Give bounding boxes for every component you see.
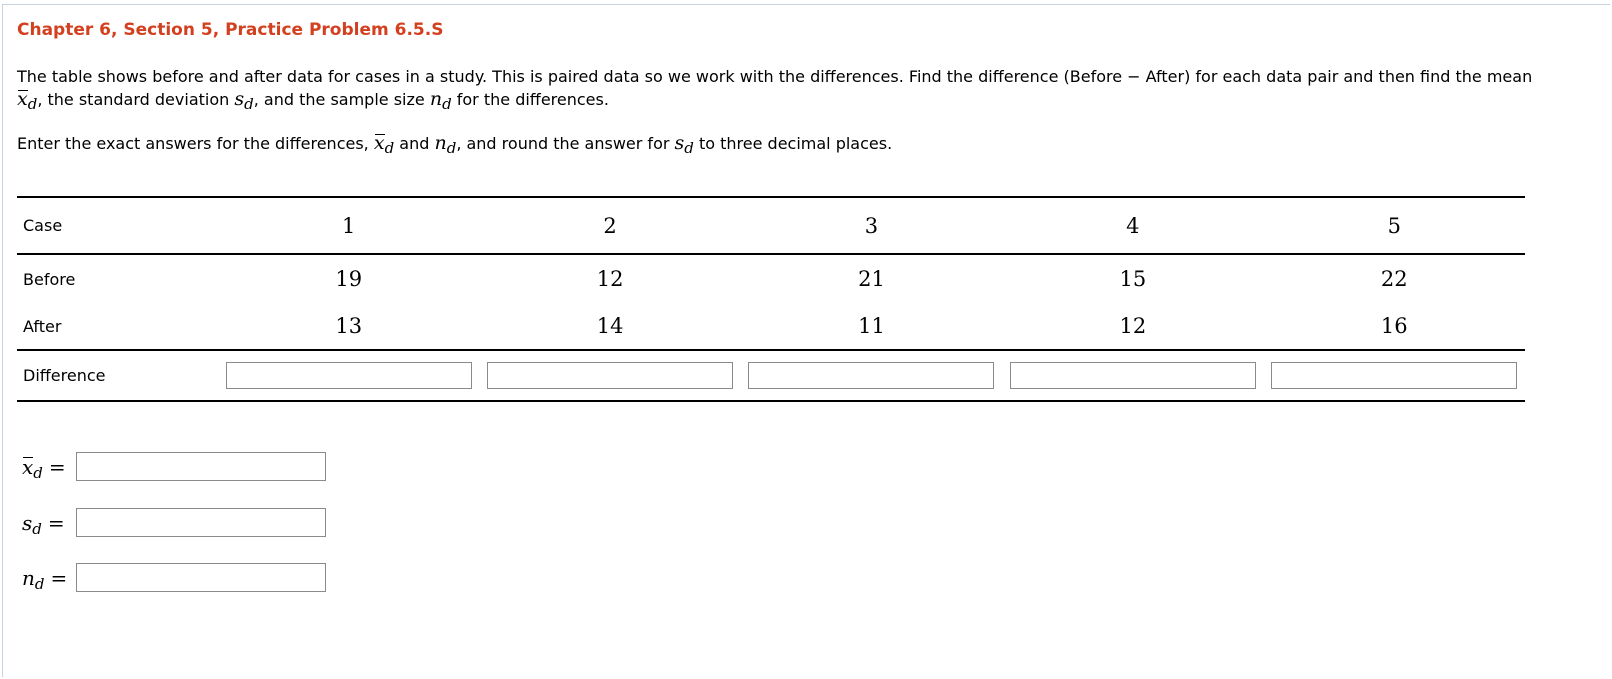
s-d-symbol: $s_d$: [674, 132, 694, 157]
s-d-symbol: $s_d$: [234, 88, 254, 113]
before-value: 15: [1119, 267, 1147, 291]
sd-input[interactable]: [76, 508, 326, 537]
after-value: 14: [596, 314, 624, 338]
after-value: 12: [1119, 314, 1147, 338]
difference-row: [17, 350, 1525, 401]
n-d-symbol: $n_d$: [429, 88, 452, 113]
case-number: 5: [1387, 213, 1401, 238]
case-number: 2: [603, 213, 617, 238]
sd-label: $s_d$ =: [22, 510, 65, 538]
after-value: 16: [1380, 314, 1408, 338]
after-value: 11: [858, 314, 885, 338]
case-number: 1: [342, 213, 356, 238]
difference-label: Difference: [23, 366, 106, 385]
difference-input-case-5[interactable]: [1271, 362, 1517, 389]
before-row: [17, 254, 1525, 303]
difference-input-case-1[interactable]: [226, 362, 472, 389]
after-label: After: [23, 316, 62, 336]
difference-input-case-3[interactable]: [748, 362, 994, 389]
mean-input[interactable]: [76, 452, 326, 481]
case-label: Case: [23, 216, 63, 235]
n-d-symbol: $n_d$: [434, 132, 457, 157]
rounding-instructions: Enter the exact answers for the differences, $x_d$ and $n_d$, and round the answer for $s_d$ to three decimal places.: [17, 132, 893, 157]
n-answer-row: [22, 563, 326, 592]
paired-data-table: [17, 196, 1525, 402]
instructions-paragraph: The table shows before and after data for cases in a study. This is paired data so we work with the differences. Find the difference (Before − After) for each data pair and then find the mean $x_d$, the standard deviation $s_d$, and the sample size $n_d$ for the differences.: [17, 67, 1533, 113]
case-row: [17, 197, 1525, 254]
sd-answer-row: [22, 508, 326, 537]
difference-input-case-2[interactable]: [487, 362, 733, 389]
before-value: 22: [1380, 267, 1408, 291]
before-value: 12: [596, 267, 624, 291]
n-label: $n_d$ =: [22, 565, 68, 593]
xbar-d-symbol: $x_d$: [17, 88, 38, 113]
case-number: 3: [864, 213, 879, 238]
before-value: 21: [858, 267, 885, 291]
after-row: [17, 303, 1525, 350]
xbar-d-symbol: $x_d$: [373, 132, 395, 157]
mean-answer-row: [22, 452, 326, 481]
after-value: 13: [335, 314, 363, 338]
mean-label: $x_d$ =: [22, 454, 66, 482]
problem-title: Chapter 6, Section 5, Practice Problem 6.5.S: [17, 20, 444, 40]
difference-input-case-4[interactable]: [1010, 362, 1256, 389]
before-value: 19: [335, 267, 363, 291]
n-input[interactable]: [76, 563, 326, 592]
before-label: Before: [23, 269, 76, 289]
case-number: 4: [1126, 213, 1140, 238]
